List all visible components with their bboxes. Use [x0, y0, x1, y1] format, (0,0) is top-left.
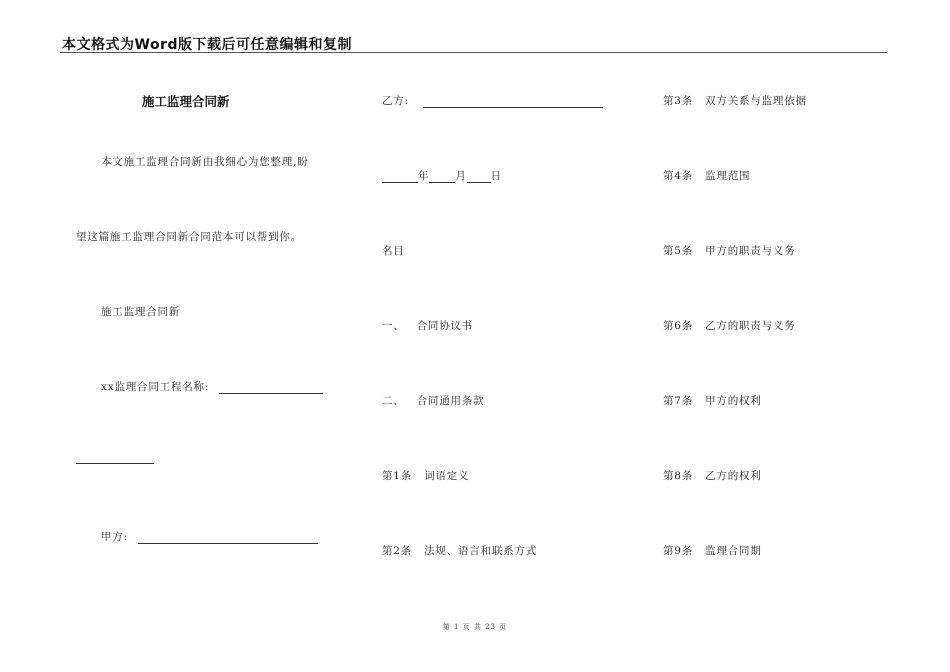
item-number: 第1条 — [382, 470, 413, 482]
month-label: 月 — [455, 170, 467, 182]
item-text: 乙方的权利 — [705, 470, 762, 482]
item-text: 监理合同期 — [705, 545, 762, 557]
project-name-row — [101, 379, 323, 394]
item-text: 词语定义 — [424, 470, 470, 482]
year-label: 年 — [418, 170, 430, 182]
contents-item — [663, 543, 762, 558]
party-a-row — [101, 529, 318, 544]
contents-item — [663, 318, 796, 333]
party-b-blank — [423, 96, 603, 108]
contents-item — [663, 168, 750, 183]
item-text: 乙方的职责与义务 — [705, 320, 796, 332]
contents-item — [382, 543, 537, 558]
project-name-label: xx监理合同工程名称: — [101, 381, 210, 393]
item-text: 法规、语言和联系方式 — [424, 545, 538, 557]
item-number: 一、 — [382, 320, 405, 332]
day-blank — [467, 171, 491, 183]
item-number: 第5条 — [663, 245, 694, 257]
item-number: 第9条 — [663, 545, 694, 557]
document-title: 施工监理合同新 — [142, 94, 230, 109]
item-text: 双方关系与监理依据 — [705, 95, 807, 107]
contract-subtitle: 施工监理合同新 — [101, 306, 181, 318]
item-number: 二、 — [382, 395, 405, 407]
date-row — [382, 168, 502, 183]
header-divider — [60, 52, 887, 53]
party-a-blank — [138, 532, 318, 544]
contents-item — [663, 468, 762, 483]
item-number: 第7条 — [663, 395, 694, 407]
day-label: 日 — [490, 170, 502, 182]
contents-item — [663, 243, 796, 258]
page-number-footer: 第 1 页 共 23 页 — [442, 623, 508, 631]
item-text: 甲方的权利 — [705, 395, 762, 407]
item-text: 合同协议书 — [416, 320, 474, 332]
project-name-blank — [219, 382, 323, 394]
item-text: 监理范围 — [705, 170, 751, 182]
party-a-label: 甲方: — [101, 531, 128, 543]
item-text: 合同通用条款 — [416, 395, 485, 407]
party-b-row — [382, 93, 603, 108]
item-text: 甲方的职责与义务 — [705, 245, 796, 257]
contents-item — [382, 318, 473, 333]
item-number: 第8条 — [663, 470, 694, 482]
contents-item — [382, 468, 469, 483]
intro-line-2: 望这篇施工监理合同新合同范本可以帮到你。 — [76, 231, 302, 243]
contents-item — [663, 393, 762, 408]
project-name-blank-continued — [76, 463, 154, 464]
contents-item — [382, 393, 484, 408]
item-number: 第4条 — [663, 170, 694, 182]
month-blank — [429, 171, 455, 183]
item-number: 第3条 — [663, 95, 694, 107]
intro-line-1: 本文施工监理合同新由我细心为您整理,盼 — [101, 156, 309, 168]
item-number: 第6条 — [663, 320, 694, 332]
item-number: 第2条 — [382, 545, 413, 557]
year-blank — [382, 171, 418, 183]
contents-heading: 名目 — [382, 245, 405, 257]
document-header-title: 本文格式为Word版下载后可任意编辑和复制 — [62, 37, 352, 53]
party-b-label: 乙方: — [382, 95, 409, 107]
contents-item — [663, 93, 807, 108]
